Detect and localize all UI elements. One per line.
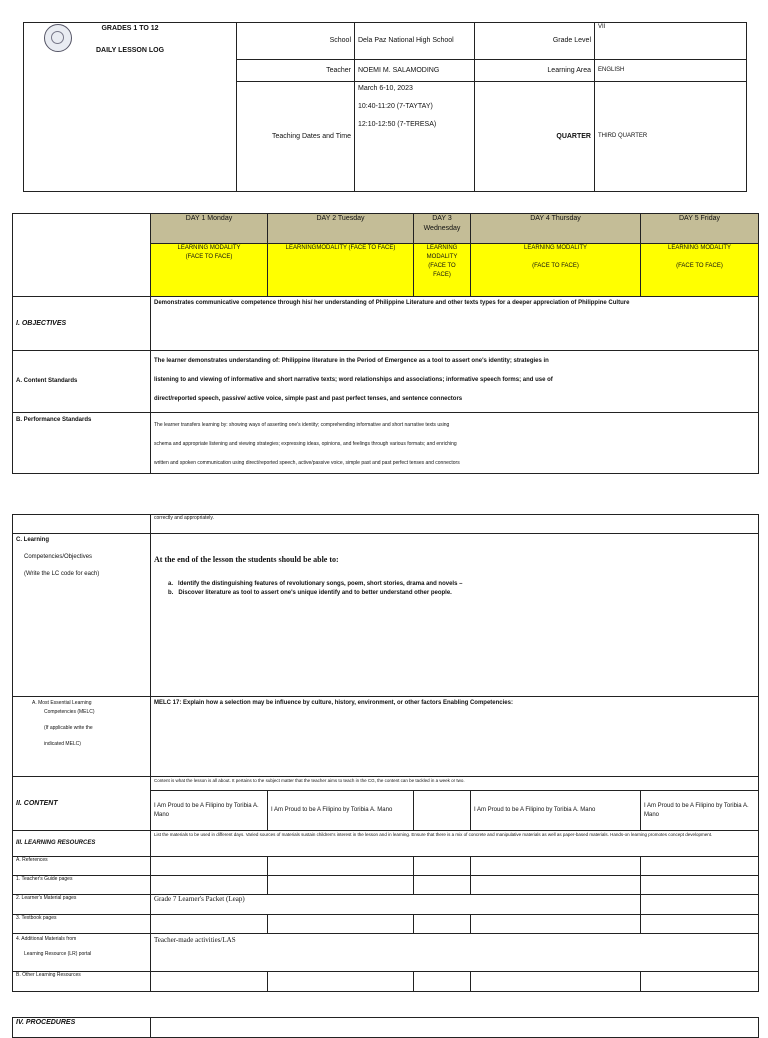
teachers-guide-label: 1. Teacher's Guide pages <box>13 876 151 895</box>
content-day1: I Am Proud to be A Filipino by Toribia A. Mano <box>151 791 268 831</box>
references-day4 <box>471 857 641 876</box>
content-note: Content is what the lesson is all about. It pertains to the subject matter that the teacher aims to teach in the CG, the content can be tackled in a week or two. <box>151 777 759 791</box>
day1-header: DAY 1 Monday <box>151 214 268 244</box>
performance-standards-continued: correctly and appropriately. <box>151 515 759 534</box>
day5-modality: LEARNING MODALITY (FACE TO FACE) <box>641 244 759 297</box>
learners-material-value: Grade 7 Learner's Packet (Leap) <box>151 895 641 915</box>
learning-area-label: Learning Area <box>475 60 595 82</box>
competencies-intro: At the end of the lesson the students should be able to: <box>154 555 339 564</box>
procedures-label: IV. PROCEDURES <box>13 1018 151 1038</box>
time-line-taytay: 10:40-11:20 (7-TAYTAY) <box>358 103 433 110</box>
textbook-day4 <box>471 915 641 934</box>
content-standards-label: A. Content Standards <box>13 351 151 413</box>
references-day5 <box>641 857 759 876</box>
textbook-day1 <box>151 915 268 934</box>
learners-material-label: 2. Learner's Material pages <box>13 895 151 915</box>
additional-label-line1: 4. Additional Materials from <box>16 936 77 942</box>
competencies-label-line2: Competencies/Objectives <box>24 554 93 560</box>
teachers-guide-day1 <box>151 876 268 895</box>
performance-standards-label: B. Performance Standards <box>13 413 151 474</box>
content-standards-text <box>151 351 759 413</box>
other-resources-label: B. Other Learning Resources <box>13 972 151 992</box>
day3-header: DAY 3 Wednesday <box>414 214 471 244</box>
quarter-label: QUARTER <box>475 82 595 192</box>
other-resources-day2 <box>268 972 414 992</box>
content-standards-line3: direct/reported speech, passive/ active voice, simple past and past perfect tenses, and sentence connectors <box>154 396 463 402</box>
other-resources-day1 <box>151 972 268 992</box>
other-resources-day5 <box>641 972 759 992</box>
learning-area-value: ENGLISH <box>595 60 747 82</box>
log-title-line1: GRADES 1 TO 12 <box>101 25 159 32</box>
additional-materials-label <box>13 934 151 972</box>
textbook-day2 <box>268 915 414 934</box>
grade-level-label: Grade Level <box>475 23 595 60</box>
grade-level-value: VII <box>595 23 747 60</box>
teachers-guide-day4 <box>471 876 641 895</box>
melc-label-line1: A. Most Essential Learning <box>32 700 92 706</box>
header-table <box>23 22 747 192</box>
log-title-line2: DAILY LESSON LOG <box>95 47 165 54</box>
competencies-label-line3: (Write the LC code for each) <box>24 571 100 577</box>
objectives-text: Demonstrates communicative competence through his/ her understanding of Philippine Literature and other texts types for a deeper appreciation of Philippine Culture <box>151 297 759 351</box>
content-standards-line2: listening to and viewing of informative and short narrative texts; word relationships and associations; informative speech forms; and use of <box>154 377 553 383</box>
item-b-text: Discover literature as tool to assert one's unique identify and to better understand other people. <box>178 590 452 596</box>
day3-modality: LEARNING MODALITY (FACE TO FACE) <box>414 244 471 297</box>
lesson-table-bottom <box>12 514 759 992</box>
item-b-marker: b. <box>168 590 174 596</box>
day2-modality: LEARNINGMODALITY (FACE TO FACE) <box>268 244 414 297</box>
objectives-label: I. OBJECTIVES <box>13 297 151 351</box>
procedures-table <box>12 1017 759 1038</box>
performance-standards-line3: written and spoken communication using direct/reported speech, active/passive voice, simple past and past perfect tenses and connectors <box>154 460 460 466</box>
competencies-label-line1: C. Learning <box>16 537 50 543</box>
content-day3 <box>414 791 471 831</box>
references-day1 <box>151 857 268 876</box>
melc-text: MELC 17: Explain how a selection may be influence by culture, history, environment, or other factors Enabling Competencies: <box>151 697 759 777</box>
teaching-dates-label: Teaching Dates and Time <box>237 82 355 192</box>
day1-modality: LEARNING MODALITY (FACE TO FACE) <box>151 244 268 297</box>
melc-label <box>13 697 151 777</box>
procedures-content <box>151 1018 759 1038</box>
teaching-dates-value <box>355 82 475 192</box>
teachers-guide-day2 <box>268 876 414 895</box>
day4-header: DAY 4 Thursday <box>471 214 641 244</box>
content-day5: I Am Proud to be A Filipino by Toribia A. Mano <box>641 791 759 831</box>
other-resources-day3 <box>414 972 471 992</box>
textbook-day3 <box>414 915 471 934</box>
item-a-marker: a. <box>168 581 174 587</box>
content-label: II. CONTENT <box>13 777 151 831</box>
teachers-guide-day3 <box>414 876 471 895</box>
competencies-label <box>13 534 151 697</box>
teacher-value: NOEMI M. SALAMODING <box>355 60 475 82</box>
references-label: A. References <box>13 857 151 876</box>
textbook-label: 3. Textbook pages <box>13 915 151 934</box>
dates-line: March 6-10, 2023 <box>358 85 413 92</box>
performance-standards-text <box>151 413 759 474</box>
performance-standards-line1: The learner transfers learning by: showing ways of asserting one's identity; comprehending informative and short narrative texts using <box>154 422 450 428</box>
melc-label-line3: (If applicable write the <box>44 725 93 731</box>
time-line-teresa: 12:10-12:50 (7-TERESA) <box>358 121 437 128</box>
day5-header: DAY 5 Friday <box>641 214 759 244</box>
melc-label-line2: Competencies (MELC) <box>44 709 95 715</box>
teachers-guide-day5 <box>641 876 759 895</box>
teacher-label: Teacher <box>237 60 355 82</box>
other-resources-day4 <box>471 972 641 992</box>
content-day4: I Am Proud to be A Filipino by Toribia A. Mano <box>471 791 641 831</box>
resources-note: List the materials to be used in different days. Varied sources of materials sustain children's interest in the lesson and in learning. Ensure that there is a mix of concrete and manipulative materials as well as paper-based materials. Hands-on learning promotes concept development. <box>151 831 759 857</box>
melc-label-line4: indicated MELC) <box>44 741 81 747</box>
day2-header: DAY 2 Tuesday <box>268 214 414 244</box>
continued-label-cell <box>13 515 151 534</box>
lesson-table-top <box>12 213 759 474</box>
performance-standards-line2: schema and appropriate listening and viewing strategies; expressing ideas, opinions, and feelings through various formats; and enriching <box>154 441 457 447</box>
competency-item-b <box>154 589 755 598</box>
item-a-text: Identify the distinguishing features of revolutionary songs, poem, short stories, drama and novels – <box>178 581 463 587</box>
content-day2: I Am Proud to be A Filipino by Toribia A. Mano <box>268 791 414 831</box>
references-day3 <box>414 857 471 876</box>
quarter-value: THIRD QUARTER <box>595 82 747 192</box>
school-label: School <box>237 23 355 60</box>
corner-cell <box>13 214 151 297</box>
learners-material-day5 <box>641 895 759 915</box>
additional-materials-value: Teacher-made activities/LAS <box>151 934 759 972</box>
competency-item-a <box>154 580 755 589</box>
competencies-text <box>151 534 759 697</box>
day4-modality: LEARNING MODALITY (FACE TO FACE) <box>471 244 641 297</box>
school-value: Dela Paz National High School <box>355 23 475 60</box>
resources-label: III. LEARNING RESOURCES <box>13 831 151 857</box>
references-day2 <box>268 857 414 876</box>
content-standards-line1: The learner demonstrates understanding of: Philippine literature in the Period of Emergence as a tool to assert one's identity; strategies in <box>154 358 549 364</box>
log-title <box>24 23 237 192</box>
additional-label-line2: Learning Resource (LR) portal <box>24 951 92 957</box>
textbook-day5 <box>641 915 759 934</box>
